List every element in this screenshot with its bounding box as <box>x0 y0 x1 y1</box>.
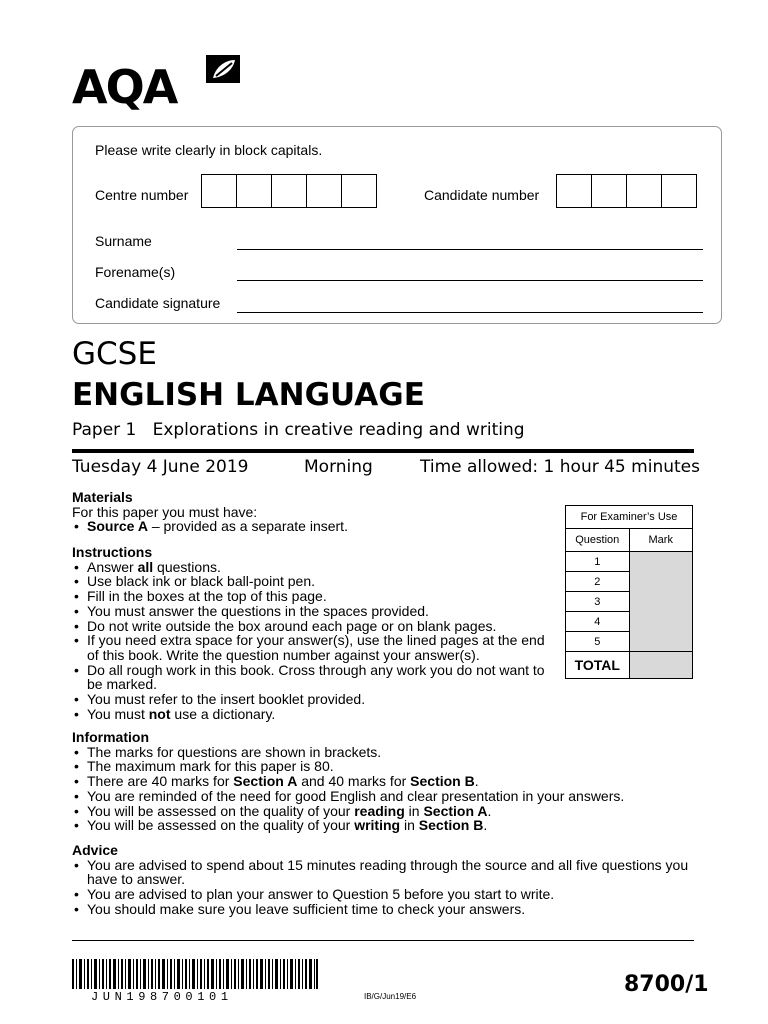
question-number: 3 <box>566 592 630 612</box>
question-number: 1 <box>566 552 630 572</box>
list-item: • The maximum mark for this paper is 80. <box>87 759 692 774</box>
paper-name: Explorations in creative reading and writing <box>152 420 525 440</box>
total-mark-cell <box>629 652 693 679</box>
centre-number-digit[interactable] <box>341 174 377 208</box>
list-item: • Source A – provided as a separate insert. <box>87 519 692 534</box>
list-item: • The marks for questions are shown in brackets. <box>87 745 692 760</box>
barcode-icon <box>72 959 318 989</box>
mark-entry-area <box>629 552 693 652</box>
list-item: • You will be assessed on the quality of your writing in Section B. <box>87 818 692 833</box>
centre-number-digit[interactable] <box>306 174 342 208</box>
list-item: • You are reminded of the need for good English and clear presentation in your answers. <box>87 789 692 804</box>
candidate-number-digit[interactable] <box>626 174 662 208</box>
materials-heading: Materials <box>72 489 133 505</box>
list-item: • You must not use a dictionary. <box>87 707 552 722</box>
question-number: 2 <box>566 572 630 592</box>
information-section <box>72 730 692 833</box>
advice-heading: Advice <box>72 842 118 858</box>
list-item: • You should make sure you leave sufficient time to check your answers. <box>87 902 692 917</box>
title-divider <box>72 449 694 453</box>
signature-label: Candidate signature <box>95 295 221 311</box>
list-item: • Use black ink or black ball-point pen. <box>87 574 552 589</box>
information-heading: Information <box>72 729 149 745</box>
candidate-number-label: Candidate number <box>424 187 540 203</box>
surname-label: Surname <box>95 233 152 249</box>
candidate-number-digit[interactable] <box>556 174 592 208</box>
examiner-table-title: For Examiner’s Use <box>566 506 693 529</box>
exam-session: Morning <box>304 457 373 477</box>
list-item: • Do not write outside the box around each page or on blank pages. <box>87 619 552 634</box>
list-item: • Do all rough work in this book. Cross through any work you do not want to be marked. <box>87 663 552 692</box>
logo-leaf-icon <box>204 54 242 84</box>
paper-number: Paper 1 <box>72 420 137 440</box>
centre-number-label: Centre number <box>95 187 189 203</box>
document-reference: IB/G/Jun19/E6 <box>364 992 417 1001</box>
question-number: 5 <box>566 632 630 652</box>
forename-label: Forename(s) <box>95 264 176 280</box>
advice-section <box>72 843 692 917</box>
block-capitals-instruction: Please write clearly in block capitals. <box>95 142 323 158</box>
subject-title: ENGLISH LANGUAGE <box>72 377 425 413</box>
total-label: TOTAL <box>566 652 630 679</box>
list-item: • You must answer the questions in the spaces provided. <box>87 604 552 619</box>
centre-number-digit[interactable] <box>201 174 237 208</box>
list-item: • You are advised to spend about 15 minutes reading through the source and all five questions you have to answer. <box>87 858 692 887</box>
question-column-header: Question <box>566 529 630 552</box>
candidate-number-boxes <box>557 174 697 208</box>
footer-divider <box>72 940 694 941</box>
candidate-number-digit[interactable] <box>591 174 627 208</box>
centre-number-digit[interactable] <box>236 174 272 208</box>
signature-field[interactable] <box>237 312 703 313</box>
time-allowed: Time allowed: 1 hour 45 minutes <box>420 457 700 477</box>
list-item: • There are 40 marks for Section A and 40 marks for Section B. <box>87 774 692 789</box>
centre-number-digit[interactable] <box>271 174 307 208</box>
mark-column-header: Mark <box>629 529 693 552</box>
materials-intro: For this paper you must have: <box>72 503 258 520</box>
list-item: • Answer all questions. <box>87 560 552 575</box>
aqa-logo <box>72 54 247 114</box>
qualification-title: GCSE <box>72 336 157 372</box>
examiner-use-table <box>565 505 693 679</box>
surname-field[interactable] <box>237 249 703 250</box>
paper-code: 8700/1 <box>624 972 709 997</box>
logo-text: AQA <box>72 60 177 114</box>
list-item: • If you need extra space for your answer(s), use the lined pages at the end of this book. Write the question number against your answer(s). <box>87 633 552 662</box>
instructions-heading: Instructions <box>72 544 153 560</box>
forename-field[interactable] <box>237 280 703 281</box>
candidate-number-digit[interactable] <box>661 174 697 208</box>
paper-title <box>72 420 525 440</box>
list-item: • You will be assessed on the quality of your reading in Section A. <box>87 804 692 819</box>
barcode-number: JUN198700101 <box>91 990 233 1004</box>
list-item: • You are advised to plan your answer to Question 5 before you start to write. <box>87 887 692 902</box>
list-item: • You must refer to the insert booklet provided. <box>87 692 552 707</box>
candidate-details-box <box>72 126 722 324</box>
question-number: 4 <box>566 612 630 632</box>
centre-number-boxes <box>202 174 377 208</box>
list-item: • Fill in the boxes at the top of this page. <box>87 589 552 604</box>
instructions-section <box>72 545 552 721</box>
exam-date: Tuesday 4 June 2019 <box>72 457 249 477</box>
